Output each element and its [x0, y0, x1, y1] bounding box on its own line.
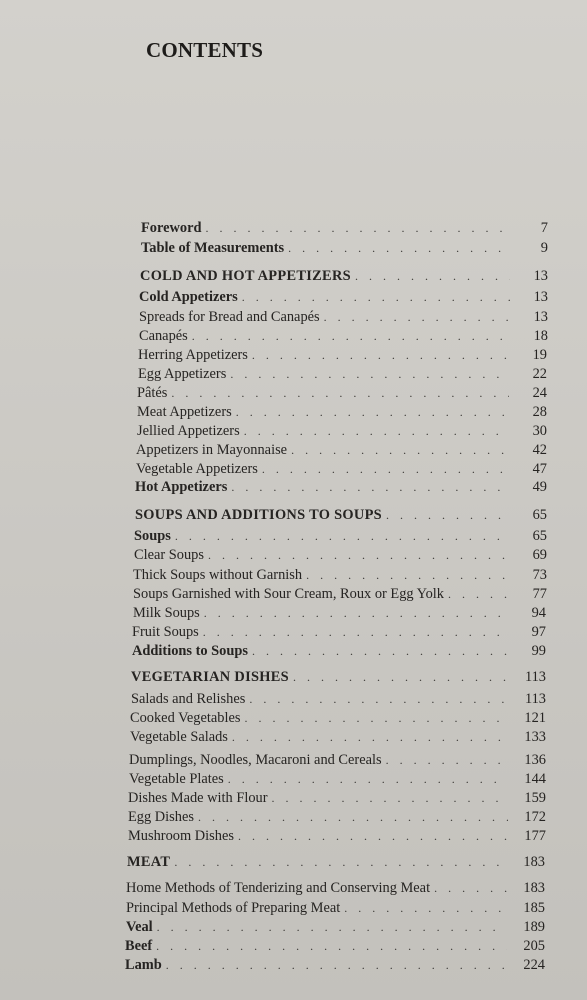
toc-entry-label: Table of Measurements	[141, 240, 285, 256]
dot-leader	[192, 326, 510, 346]
toc-entry-page-number: 113	[524, 691, 546, 707]
toc-entry-label: Meat Appetizers	[137, 404, 232, 420]
dot-leader	[288, 238, 510, 258]
toc-entry-page-number: 24	[532, 385, 547, 401]
toc-entry-label: Principal Methods of Preparing Meat	[126, 900, 341, 916]
toc-entry-label: Beef	[125, 938, 153, 954]
toc-entry-label: Mushroom Dishes	[128, 828, 234, 844]
toc-entry-page-number: 77	[532, 586, 547, 602]
toc-entry	[133, 565, 547, 585]
dot-leader	[228, 769, 508, 789]
toc-entry-label: Clear Soups	[134, 547, 204, 563]
toc-entry-label: Vegetable Appetizers	[136, 461, 258, 477]
toc-entry-label: Fruit Soups	[132, 624, 199, 640]
toc-entry	[129, 769, 546, 789]
toc-entry-label: Hot Appetizers	[135, 479, 228, 495]
toc-entry-label: MEAT	[127, 854, 171, 870]
toc-entry-page-number: 65	[532, 528, 547, 544]
toc-entry	[129, 750, 546, 770]
dot-leader	[157, 917, 507, 937]
toc-entry	[131, 689, 546, 709]
toc-entry-page-number: 97	[531, 624, 546, 640]
dot-leader	[262, 459, 509, 479]
toc-entry-page-number: 65	[532, 507, 547, 523]
dot-leader	[166, 955, 507, 975]
toc-entry-label: Additions to Soups	[132, 643, 248, 659]
toc-entry-label: Egg Appetizers	[138, 366, 227, 382]
toc-entry-label: Egg Dishes	[128, 809, 194, 825]
toc-entry-label: Dumplings, Noodles, Macaroni and Cereals	[129, 752, 382, 768]
toc-entry-label: Pâtés	[137, 385, 168, 401]
toc-entry	[138, 345, 547, 365]
toc-entry	[128, 826, 546, 846]
toc-entry-page-number: 22	[532, 366, 547, 382]
toc-entry-label: COLD AND HOT APPETIZERS	[140, 268, 351, 284]
toc-entry	[131, 667, 546, 687]
toc-entry	[126, 878, 545, 898]
toc-entry	[134, 526, 547, 546]
toc-entry-label: Salads and Relishes	[131, 691, 246, 707]
toc-entry-label: Vegetable Plates	[129, 771, 224, 787]
toc-entry	[139, 287, 548, 307]
dot-leader	[386, 505, 509, 525]
toc-entry-label: Appetizers in Mayonnaise	[136, 442, 288, 458]
dot-leader	[242, 287, 510, 307]
toc-entry-page-number: 205	[523, 938, 545, 954]
toc-entry-label: Vegetable Salads	[130, 729, 228, 745]
toc-entry-label: SOUPS AND ADDITIONS TO SOUPS	[135, 507, 382, 523]
dot-leader	[156, 936, 507, 956]
toc-entry	[130, 727, 546, 747]
dot-leader	[244, 708, 508, 728]
dot-leader	[244, 421, 509, 441]
toc-entry-page-number: 13	[533, 309, 548, 325]
dot-leader	[236, 402, 509, 422]
toc-entry-label: Cooked Vegetables	[130, 710, 241, 726]
toc-entry-page-number: 189	[523, 919, 545, 935]
toc-entry	[132, 641, 546, 661]
toc-entry-page-number: 177	[524, 828, 546, 844]
toc-entry-page-number: 47	[532, 461, 547, 477]
toc-entry-label: Cold Appetizers	[139, 289, 238, 305]
toc-entry	[137, 402, 547, 422]
toc-entry-page-number: 183	[523, 854, 545, 870]
toc-entry-page-number: 183	[523, 880, 545, 896]
toc-entry-page-number: 73	[532, 567, 547, 583]
toc-entry	[128, 807, 546, 827]
toc-entry	[139, 307, 548, 327]
toc-entry-label: Herring Appetizers	[138, 347, 248, 363]
toc-entry-page-number: 18	[533, 328, 548, 344]
dot-leader	[344, 898, 507, 918]
toc-entry-page-number: 121	[524, 710, 546, 726]
toc-entry	[136, 459, 547, 479]
toc-entry-page-number: 7	[540, 220, 548, 236]
toc-entry-label: Dishes Made with Flour	[128, 790, 268, 806]
toc-entry-page-number: 30	[532, 423, 547, 439]
toc-entry-label: Veal	[126, 919, 153, 935]
toc-entry	[126, 917, 545, 937]
toc-entry	[135, 477, 547, 497]
toc-entry-page-number: 19	[532, 347, 547, 363]
toc-entry-label: VEGETARIAN DISHES	[131, 669, 289, 685]
dot-leader	[204, 603, 508, 623]
dot-leader	[238, 826, 508, 846]
toc-entry-page-number: 49	[532, 479, 547, 495]
dot-leader	[175, 526, 509, 546]
toc-entry	[134, 545, 547, 565]
toc-entry-label: Foreword	[141, 220, 202, 236]
dot-leader	[272, 788, 508, 808]
dot-leader	[324, 307, 510, 327]
toc-entry	[127, 852, 545, 872]
toc-entry-page-number: 185	[523, 900, 545, 916]
toc-entry	[137, 421, 547, 441]
toc-entry-page-number: 133	[524, 729, 546, 745]
dot-leader	[174, 852, 507, 872]
dot-leader	[205, 218, 510, 238]
toc-entry-label: Jellied Appetizers	[137, 423, 240, 439]
toc-entry	[141, 238, 548, 258]
toc-entry	[140, 266, 548, 286]
dot-leader	[252, 345, 509, 365]
toc-entry-page-number: 13	[533, 289, 548, 305]
dot-leader	[448, 584, 509, 604]
dot-leader	[171, 383, 509, 403]
dot-leader	[208, 545, 509, 565]
dot-leader	[293, 667, 508, 687]
toc-entry-page-number: 159	[524, 790, 546, 806]
dot-leader	[203, 622, 508, 642]
toc-entry	[133, 584, 547, 604]
toc-entry	[139, 326, 548, 346]
dot-leader	[230, 364, 509, 384]
toc-entry-page-number: 94	[531, 605, 546, 621]
toc-entry	[125, 955, 545, 975]
toc-entry-page-number: 99	[531, 643, 546, 659]
toc-entry	[138, 364, 547, 384]
toc-entry	[130, 708, 546, 728]
dot-leader	[249, 689, 508, 709]
dot-leader	[386, 750, 508, 770]
dot-leader	[355, 266, 510, 286]
dot-leader	[291, 440, 509, 460]
toc-entry-label: Home Methods of Tenderizing and Conserving Meat	[126, 880, 431, 896]
dot-leader	[232, 727, 508, 747]
toc-entry-page-number: 172	[524, 809, 546, 825]
toc-entry-label: Canapés	[139, 328, 188, 344]
toc-entry-page-number: 9	[540, 240, 548, 256]
toc-entry	[136, 440, 547, 460]
toc-entry	[133, 603, 546, 623]
toc-entry	[141, 218, 548, 238]
toc-entry-label: Soups	[134, 528, 171, 544]
dot-leader	[231, 477, 509, 497]
toc-entry-page-number: 136	[524, 752, 546, 768]
dot-leader	[198, 807, 508, 827]
toc-entry-label: Milk Soups	[133, 605, 200, 621]
dot-leader	[252, 641, 508, 661]
toc-entry-page-number: 69	[532, 547, 547, 563]
toc-entry-page-number: 42	[532, 442, 547, 458]
dot-leader	[434, 878, 507, 898]
toc-entry	[137, 383, 547, 403]
toc-entry-page-number: 13	[533, 268, 548, 284]
toc-entry-page-number: 113	[524, 669, 546, 685]
toc-entry-page-number: 28	[532, 404, 547, 420]
toc-entry	[126, 898, 545, 918]
dot-leader	[306, 565, 509, 585]
toc-entry-page-number: 144	[524, 771, 546, 787]
toc-entry-label: Spreads for Bread and Canapés	[139, 309, 320, 325]
toc-entry	[128, 788, 546, 808]
toc-entry-label: Thick Soups without Garnish	[133, 567, 303, 583]
toc-entry	[135, 505, 547, 525]
page-title: CONTENTS	[146, 38, 264, 62]
toc-entry-page-number: 224	[523, 957, 545, 973]
toc-entry-label: Soups Garnished with Sour Cream, Roux or Egg Yolk	[133, 586, 444, 602]
toc-entry-label: Lamb	[125, 957, 162, 973]
toc-entry	[132, 622, 546, 642]
toc-entry	[125, 936, 545, 956]
